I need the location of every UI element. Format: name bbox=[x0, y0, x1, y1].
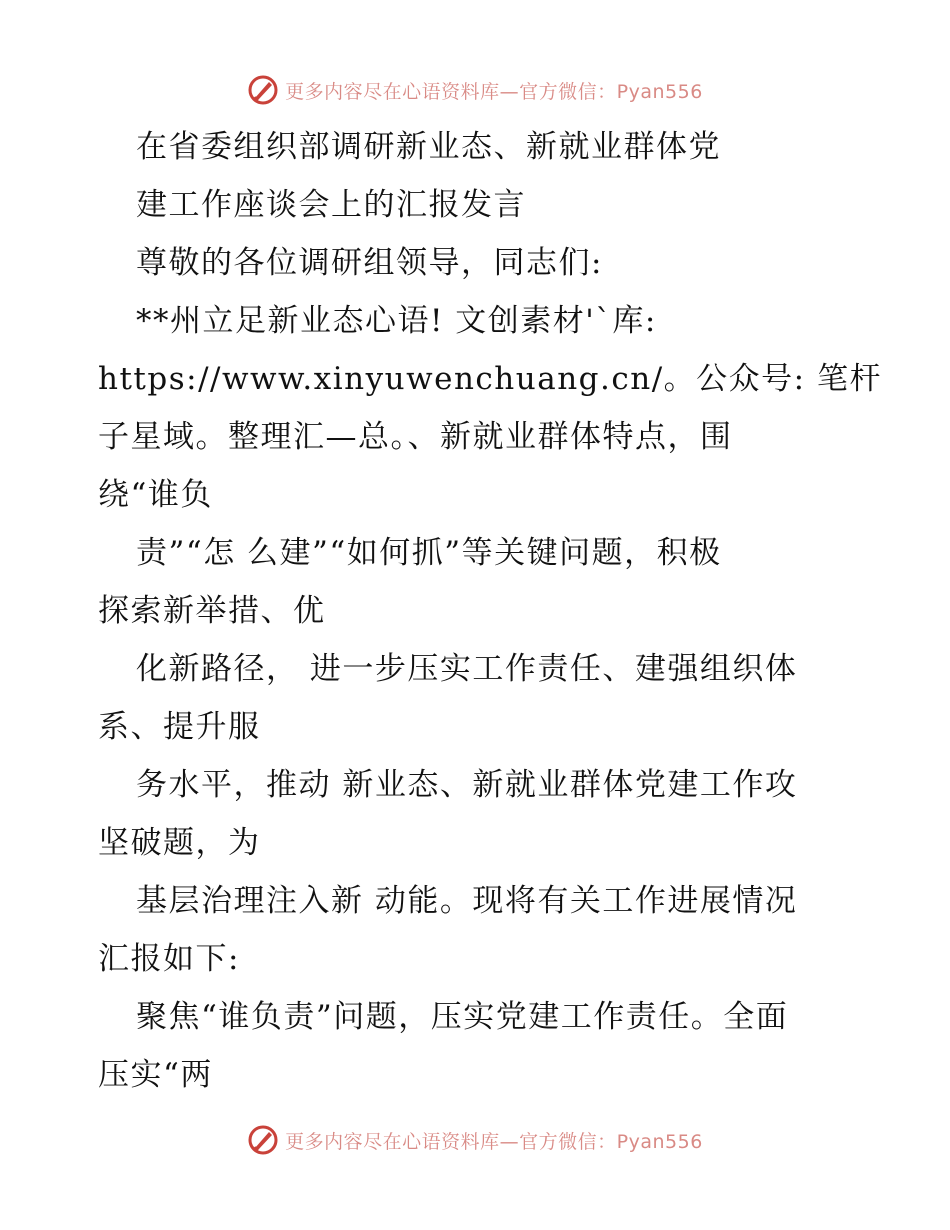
text-line: 系、提升服 bbox=[98, 709, 261, 745]
text-line: 探索新举措、优 bbox=[98, 593, 326, 629]
watermark-text: 更多内容尽在心语资料库—官方微信：Pyan556 bbox=[285, 80, 703, 103]
text-line: 绕“谁负 bbox=[98, 477, 213, 513]
watermark-header bbox=[0, 70, 950, 110]
text-line: 汇报如下: bbox=[98, 941, 240, 977]
text-line: 建工作座谈会上的汇报发言 bbox=[136, 187, 526, 223]
text-line: 在省委组织部调研新业态、新就业群体党 bbox=[136, 129, 721, 165]
brush-logo-icon bbox=[247, 1124, 279, 1156]
text-line: https://www.xinyuwenchuang.cn/。公众号: 笔杆 bbox=[98, 361, 882, 397]
text-line: 子星域。整理汇—总。、新就业群体特点，围 bbox=[98, 419, 733, 455]
watermark-text: 更多内容尽在心语资料库—官方微信：Pyan556 bbox=[285, 1130, 703, 1153]
text-line: 尊敬的各位调研组领导，同志们: bbox=[136, 245, 603, 281]
text-line: 基层治理注入新 动能。现将有关工作进展情况 bbox=[136, 883, 798, 919]
text-line: 化新路径， 进一步压实工作责任、建强组织体 bbox=[136, 651, 798, 687]
document-body bbox=[98, 118, 882, 1104]
text-line: 坚破题，为 bbox=[98, 825, 261, 861]
watermark-footer bbox=[0, 1120, 950, 1160]
text-line: 压实“两 bbox=[98, 1057, 213, 1093]
brush-logo-icon bbox=[247, 74, 279, 106]
text-line: 聚焦“谁负责”问题，压实党建工作责任。全面 bbox=[136, 999, 789, 1035]
text-line: 务水平，推动 新业态、新就业群体党建工作攻 bbox=[136, 767, 798, 803]
text-line: **州立足新业态心语! 文创素材'`库: bbox=[136, 303, 657, 339]
text-line: 责”“怎 么建”“如何抓”等关键问题，积极 bbox=[136, 535, 722, 571]
